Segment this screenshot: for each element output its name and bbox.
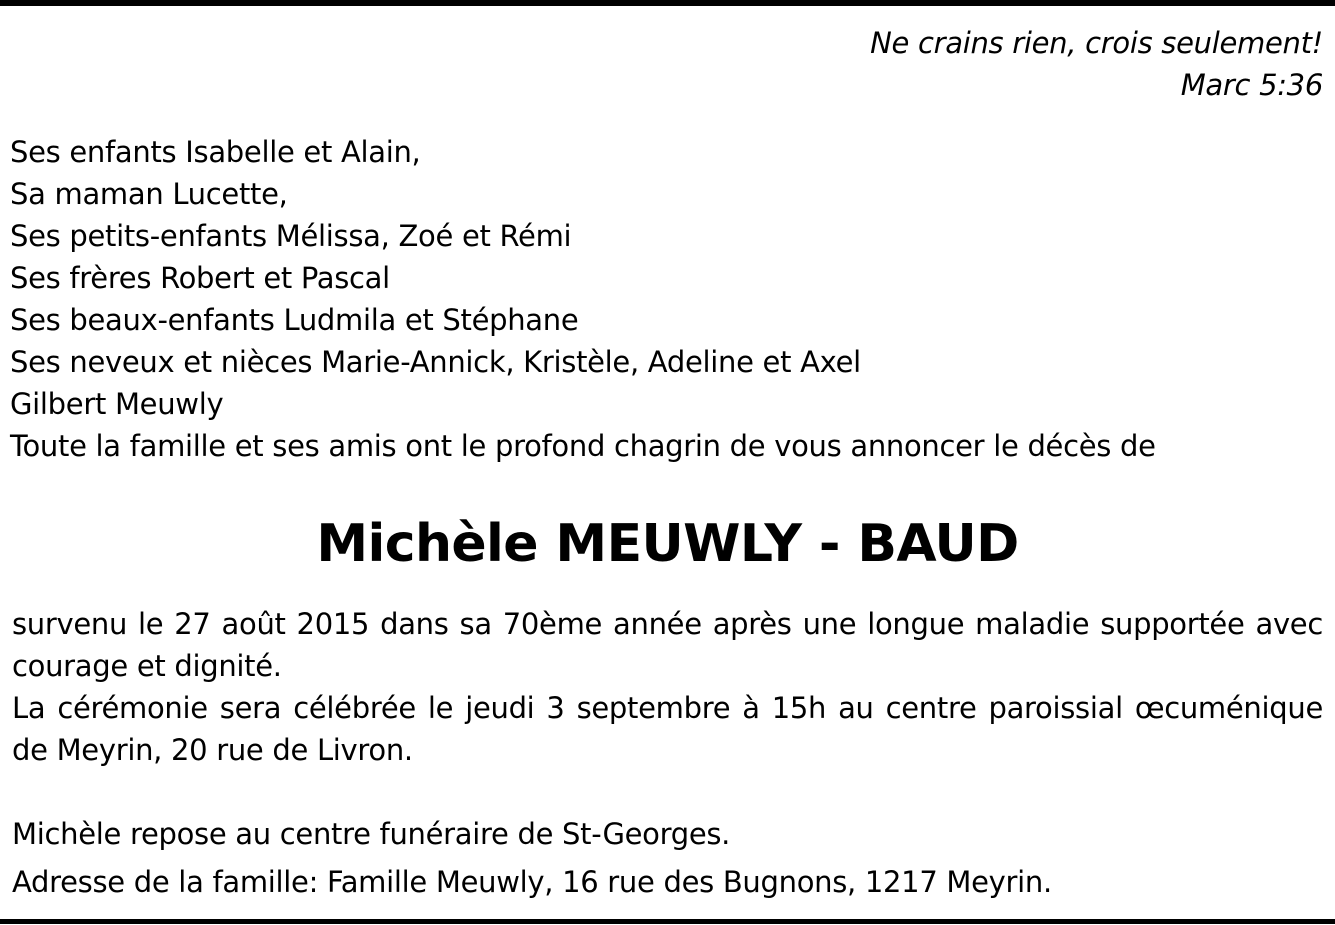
quote-reference: Marc 5:36 — [1180, 68, 1323, 102]
announcement-line: Toute la famille et ses amis ont le profond chagrin de vous annoncer le décès de — [10, 429, 1156, 463]
family-line: Ses neveux et nièces Marie-Annick, Kristèle, Adeline et Axel — [10, 345, 861, 379]
bottom-rule — [0, 919, 1335, 924]
family-line: Ses enfants Isabelle et Alain, — [10, 135, 421, 169]
top-rule — [0, 0, 1335, 6]
family-line: Sa maman Lucette, — [10, 177, 288, 211]
ceremony-notice: La cérémonie sera célébrée le jeudi 3 septembre à 15h au centre paroissial œcuménique de Meyrin, 20 rue de Livron. — [12, 691, 1323, 767]
death-notice: survenu le 27 août 2015 dans sa 70ème année après une longue maladie supportée avec courage et dignité. — [12, 607, 1323, 683]
family-list — [10, 131, 1156, 467]
family-line: Ses frères Robert et Pascal — [10, 261, 390, 295]
repose-notice: Michèle repose au centre funéraire de St-Georges. — [12, 817, 731, 851]
deceased-name: Michèle MEUWLY - BAUD — [316, 514, 1019, 574]
family-line: Gilbert Meuwly — [10, 387, 224, 421]
quote-text: Ne crains rien, crois seulement! — [870, 26, 1323, 60]
family-line: Ses petits-enfants Mélissa, Zoé et Rémi — [10, 219, 572, 253]
family-line: Ses beaux-enfants Ludmila et Stéphane — [10, 303, 579, 337]
obituary-details — [12, 603, 1323, 903]
family-address: Adresse de la famille: Famille Meuwly, 16 rue des Bugnons, 1217 Meyrin. — [12, 865, 1052, 899]
bible-quote — [870, 22, 1323, 106]
